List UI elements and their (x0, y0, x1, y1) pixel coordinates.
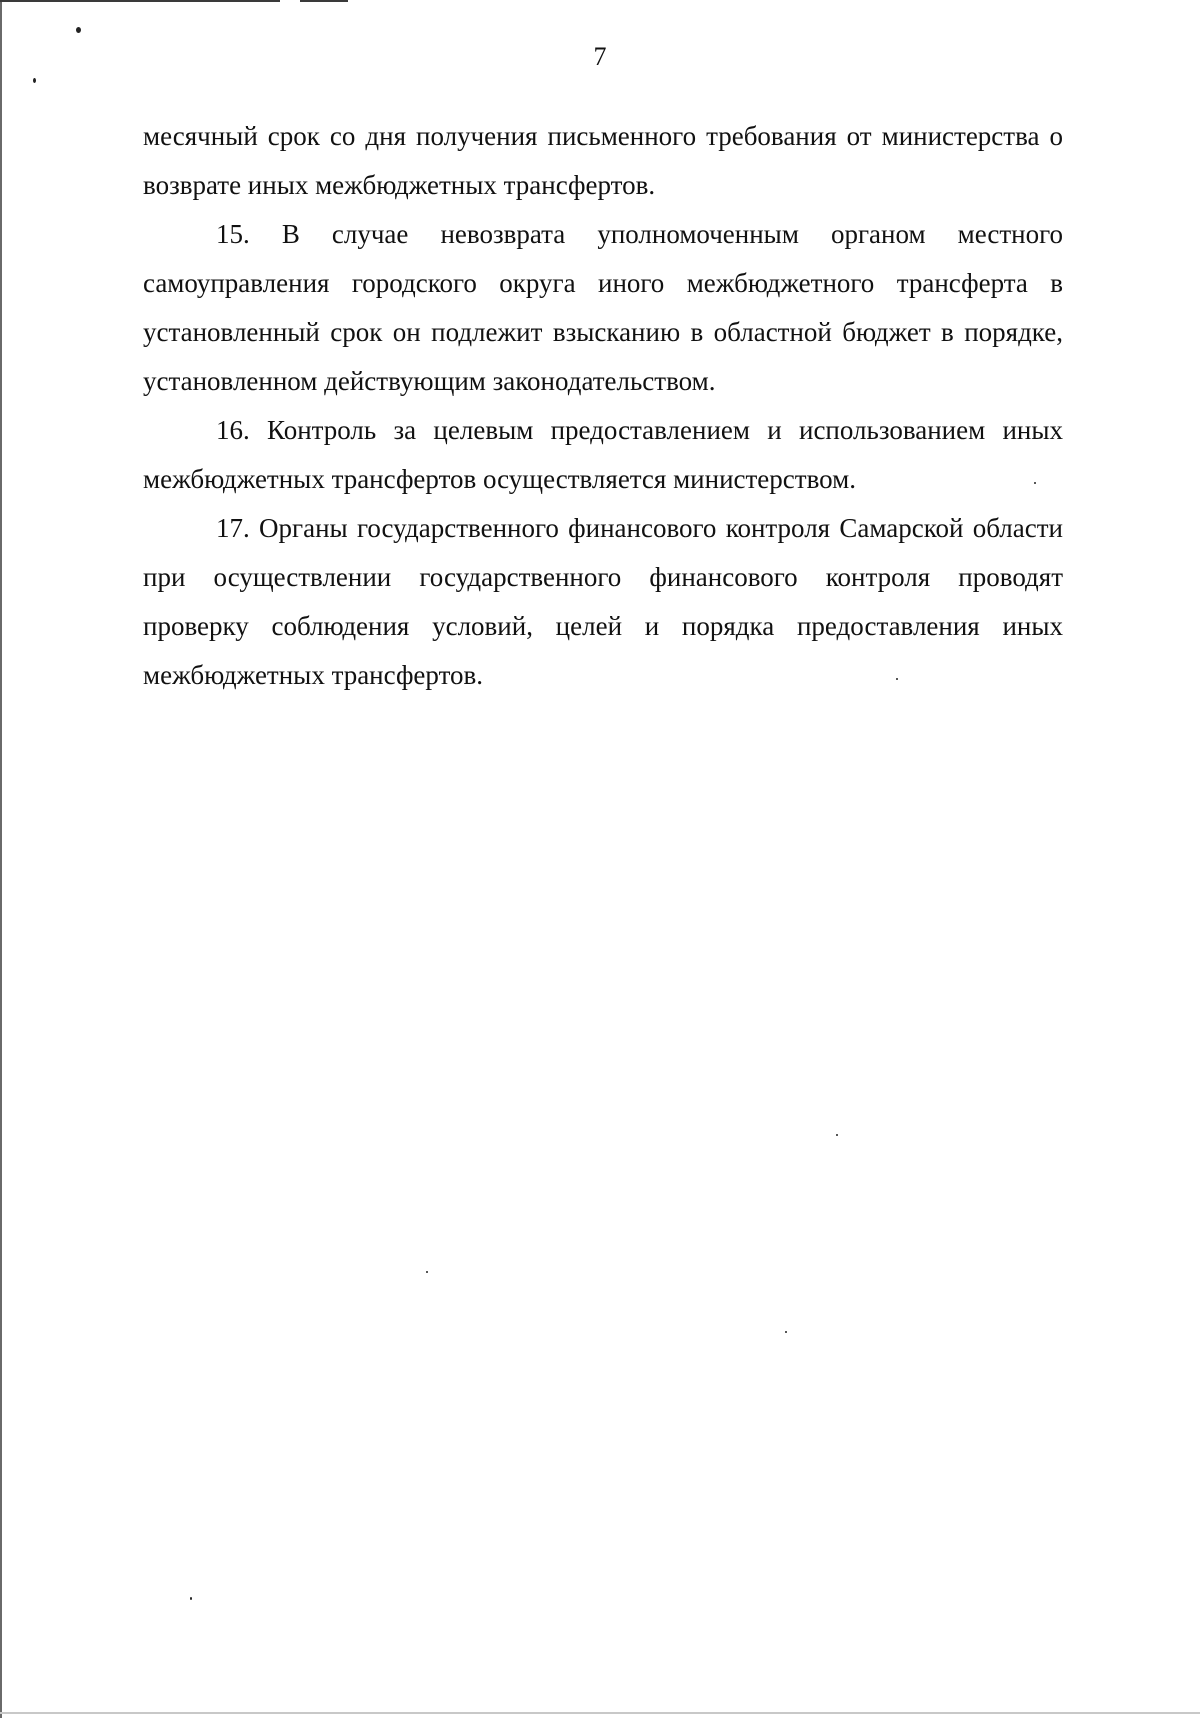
paragraph-item-16: 16. Контроль за целевым предоставлением и использованием иных межбюджетных трансфертов осуществляется министерством. (143, 415, 1063, 494)
scan-speck (190, 1597, 192, 1600)
page-number: 7 (593, 42, 607, 71)
paragraph-item-17: 17. Органы государственного финансового контроля Самарской области при осуществлении государственного финансового контроля проводят проверку соблюдения условий, целей и порядка предоставления иных межбюджетных трансфертов. (143, 513, 1063, 690)
scan-speck (836, 1134, 838, 1136)
scan-edge-bottom (0, 1712, 1200, 1714)
scan-edge-top-fragment (300, 0, 348, 2)
paragraph-continuation: месячный срок со дня получения письменного требования от министерства о возврате иных межбюджетных трансфертов. (143, 121, 1063, 200)
scan-speck (76, 27, 81, 33)
scan-speck (785, 1331, 787, 1333)
paragraph-item-15: 15. В случае невозврата уполномоченным органом местного самоуправления городского округа иного межбюджетного трансферта в установленный срок он подлежит взысканию в областной бюджет в порядке, установленном действующим законодательством. (143, 219, 1063, 396)
scan-speck (33, 78, 36, 83)
scan-edge-left (0, 0, 2, 1718)
scan-speck (426, 1271, 428, 1273)
scan-edge-top (0, 0, 280, 2)
document-body (143, 112, 1063, 700)
